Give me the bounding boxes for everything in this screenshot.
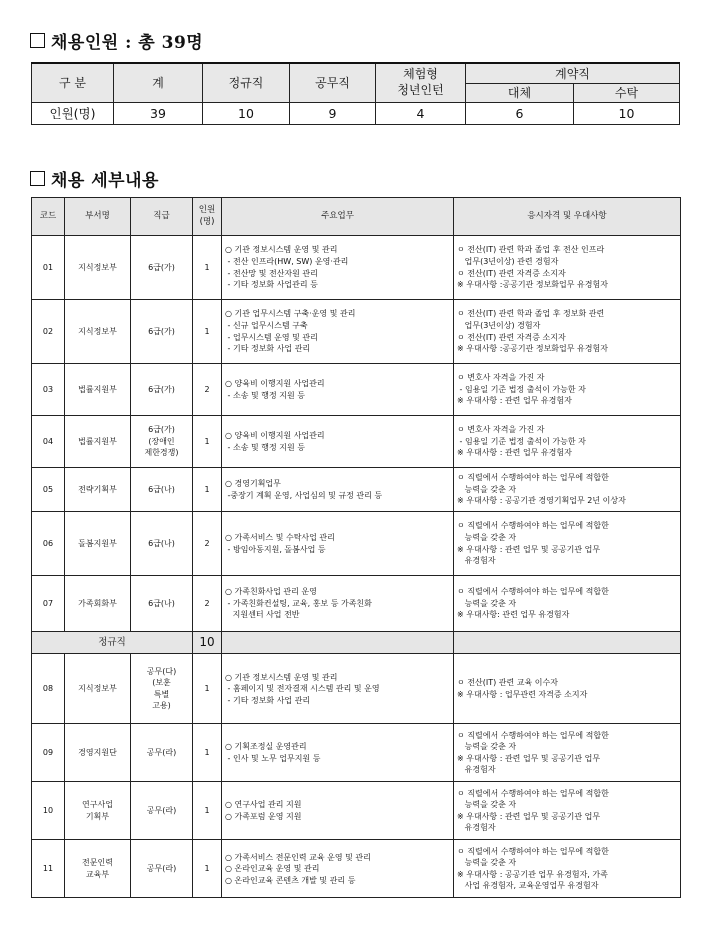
duty-line: ○ 가족친화사업 관리 운영 [225, 587, 317, 597]
duty-line: - 전산망 및 전산자원 관리 [225, 268, 318, 278]
qualification-line: ㅇ 직렬에서 수행하여야 하는 업무에 적합한 [457, 587, 609, 597]
heading-text: 채용인원 : 총 39명 [51, 33, 204, 53]
duty-line: - 가족친화컨설팅, 교육, 홍보 등 가족친화 [225, 598, 372, 608]
qualification-line: ※ 우대사항 : 관련 업무 및 공공기관 업무 [457, 753, 601, 763]
qualification-line: ※ 우대사항 : 공공기관 경영기획업무 2년 이상자 [457, 496, 626, 506]
header-substitute: 대체 [466, 83, 574, 102]
col-count: 인원 (명) [193, 198, 222, 236]
qualification-line: ※ 우대사항 : 관련 업무 및 공공기관 업무 [457, 544, 601, 554]
subtotal-row [32, 632, 681, 654]
qualification-line: 능력을 갖춘 자 [457, 484, 517, 494]
cell-count: 2 [193, 512, 222, 576]
value-total: 39 [114, 102, 203, 124]
value-substitute: 6 [466, 102, 574, 124]
duty-line: ○ 기관 업무시스템 구축·운영 및 관리 [225, 309, 356, 319]
cell-grade: 공무(다) (보훈 특별 고용) [131, 654, 193, 724]
duty-line: ○ 경영기획업무 [225, 478, 281, 488]
row-label: 인원(명) [32, 102, 114, 124]
table-row [32, 236, 681, 300]
table-row [32, 416, 681, 468]
cell-code: 06 [32, 512, 65, 576]
heading-recruitment-count [30, 28, 203, 53]
duty-line: - 업무시스템 운영 및 관리 [225, 332, 318, 342]
cell-count: 2 [193, 576, 222, 632]
duty-line: ○ 기관 정보시스템 운영 및 관리 [225, 245, 338, 255]
qualification-line: 사업 유경험자, 교육운영업무 유경험자 [457, 881, 599, 891]
cell-dept: 전략기획부 [65, 468, 131, 512]
cell-code: 09 [32, 724, 65, 782]
cell-grade: 6급(나) [131, 512, 193, 576]
cell-dept: 가족회화부 [65, 576, 131, 632]
cell-grade: 공무(라) [131, 724, 193, 782]
header-contract: 계약직 [466, 63, 680, 83]
qualification-line: ※ 우대사항 : 업무관련 자격증 소지자 [457, 689, 588, 699]
subtotal-blank [222, 632, 454, 654]
cell-qualification [454, 782, 681, 840]
qualification-line: - 임용일 기준 법정 출석이 가능한 자 [457, 436, 586, 446]
table-row [32, 840, 681, 898]
qualification-line: ㅇ 직렬에서 수행하여야 하는 업무에 적합한 [457, 788, 609, 798]
cell-dept: 돌봄지원부 [65, 512, 131, 576]
subtotal-blank [454, 632, 681, 654]
value-public: 9 [290, 102, 376, 124]
summary-table [31, 62, 680, 125]
qualification-line: ※ 우대사항 : 관련 업무 유경험자 [457, 396, 572, 406]
col-qualification: 응시자격 및 우대사항 [454, 198, 681, 236]
cell-dept: 지식정보부 [65, 236, 131, 300]
qualification-line: ㅇ 변호사 자격을 가진 자 [457, 373, 545, 383]
cell-grade: 6급(가) (장애인 제한경쟁) [131, 416, 193, 468]
header-regular: 정규직 [203, 63, 290, 102]
qualification-line: ※ 우대사항 : 관련 업무 유경험자 [457, 448, 572, 458]
cell-qualification [454, 236, 681, 300]
duty-line: ○ 온라인교육 운영 및 관리 [225, 864, 320, 874]
col-duties: 주요업무 [222, 198, 454, 236]
qualification-line: 업무(3년이상) 경험자 [457, 320, 541, 330]
col-grade: 직급 [131, 198, 193, 236]
cell-qualification [454, 364, 681, 416]
cell-grade: 공무(라) [131, 782, 193, 840]
cell-dept: 법률지원부 [65, 416, 131, 468]
subtotal-label: 정규직 [32, 632, 193, 654]
cell-code: 08 [32, 654, 65, 724]
cell-grade: 6급(나) [131, 468, 193, 512]
duty-line: - 방임아동지원, 돌봄사업 등 [225, 544, 326, 554]
cell-qualification [454, 576, 681, 632]
qualification-line: ㅇ 전산(IT) 관련 학과 졸업 후 전산 인프라 [457, 245, 605, 255]
cell-duties [222, 576, 454, 632]
checkbox-square-icon [30, 33, 45, 48]
cell-code: 05 [32, 468, 65, 512]
cell-dept: 연구사업 기획부 [65, 782, 131, 840]
qualification-line: ㅇ 전산(IT) 관련 학과 졸업 후 정보화 관련 [457, 309, 605, 319]
duty-line: - 기타 정보화 사업 관리 [225, 344, 311, 354]
cell-grade: 6급(나) [131, 576, 193, 632]
duty-line: ○ 연구사업 관리 지원 [225, 800, 302, 810]
duty-line: ○ 기획조정실 운영관리 [225, 742, 307, 752]
header-commission: 수탁 [574, 83, 680, 102]
duty-line: 지원센터 사업 전반 [225, 610, 300, 620]
heading-text: 채용 세부내용 [51, 171, 159, 191]
cell-qualification [454, 468, 681, 512]
cell-count: 1 [193, 724, 222, 782]
duty-line: -중장기 계획 운영, 사업심의 및 규정 관리 등 [225, 490, 383, 500]
qualification-line: ※ 우대사항 : 공공기관 업무 유경험자, 가족 [457, 869, 608, 879]
duty-line: - 기타 정보화 사업 관리 [225, 695, 311, 705]
cell-duties [222, 654, 454, 724]
cell-qualification [454, 840, 681, 898]
cell-code: 01 [32, 236, 65, 300]
qualification-line: ㅇ 변호사 자격을 가진 자 [457, 425, 545, 435]
header-total: 계 [114, 63, 203, 102]
cell-dept: 지식정보부 [65, 300, 131, 364]
cell-code: 07 [32, 576, 65, 632]
qualification-line: 능력을 갖춘 자 [457, 800, 517, 810]
cell-qualification [454, 512, 681, 576]
qualification-line: 능력을 갖춘 자 [457, 532, 517, 542]
duty-line: ○ 양육비 이행지원 사업관리 [225, 378, 325, 388]
qualification-line: ※ 우대사항: 관련 업무 유경험자 [457, 610, 570, 620]
duty-line: - 신규 업무시스템 구축 [225, 320, 308, 330]
cell-duties [222, 468, 454, 512]
cell-code: 11 [32, 840, 65, 898]
qualification-line: 능력을 갖춘 자 [457, 858, 517, 868]
cell-qualification [454, 654, 681, 724]
duty-line: ○ 온라인교육 콘텐츠 개발 및 관리 등 [225, 875, 356, 885]
cell-code: 04 [32, 416, 65, 468]
cell-duties [222, 512, 454, 576]
checkbox-square-icon [30, 171, 45, 186]
cell-duties [222, 364, 454, 416]
qualification-line: ㅇ 전산(IT) 관련 자격증 소지자 [457, 268, 566, 278]
duty-line: - 기타 정보화 사업관리 등 [225, 280, 318, 290]
qualification-line: ※ 우대사항 : 관련 업무 및 공공기관 업무 [457, 811, 601, 821]
qualification-line: 유경험자 [457, 823, 496, 833]
cell-qualification [454, 416, 681, 468]
table-row [32, 782, 681, 840]
cell-count: 2 [193, 364, 222, 416]
cell-duties [222, 840, 454, 898]
header-public: 공무직 [290, 63, 376, 102]
cell-qualification [454, 724, 681, 782]
qualification-line: ㅇ 전산(IT) 관련 교육 이수자 [457, 678, 558, 688]
qualification-line: ㅇ 직렬에서 수행하여야 하는 업무에 적합한 [457, 846, 609, 856]
heading-recruitment-details [30, 166, 159, 191]
cell-dept: 법률지원부 [65, 364, 131, 416]
col-dept: 부서명 [65, 198, 131, 236]
qualification-line: 능력을 갖춘 자 [457, 598, 517, 608]
value-intern: 4 [376, 102, 466, 124]
table-row [32, 468, 681, 512]
table-row [32, 512, 681, 576]
table-row [32, 364, 681, 416]
cell-code: 03 [32, 364, 65, 416]
cell-duties [222, 300, 454, 364]
col-code: 코드 [32, 198, 65, 236]
value-commission: 10 [574, 102, 680, 124]
cell-duties [222, 416, 454, 468]
qualification-line: ※ 우대사항 :공공기관 정보화업무 유경험자 [457, 280, 608, 290]
duty-line: ○ 양육비 이행지원 사업관리 [225, 430, 325, 440]
cell-count: 1 [193, 654, 222, 724]
qualification-line: ㅇ 전산(IT) 관련 자격증 소지자 [457, 332, 566, 342]
qualification-line: ㅇ 직렬에서 수행하여야 하는 업무에 적합한 [457, 473, 609, 483]
header-division: 구 분 [32, 63, 114, 102]
table-row [32, 300, 681, 364]
cell-duties [222, 236, 454, 300]
qualification-line: 능력을 갖춘 자 [457, 742, 517, 752]
cell-code: 02 [32, 300, 65, 364]
duty-line: - 홈페이지 및 전자결재 시스템 관리 및 운영 [225, 684, 380, 694]
cell-count: 1 [193, 236, 222, 300]
qualification-line: ※ 우대사항 :공공기관 정보화업무 유경험자 [457, 344, 608, 354]
detail-table [31, 197, 681, 898]
cell-duties [222, 782, 454, 840]
duty-line: ○ 가족서비스 전문인력 교육 운영 및 관리 [225, 852, 371, 862]
table-row [32, 654, 681, 724]
cell-count: 1 [193, 416, 222, 468]
subtotal-count: 10 [193, 632, 222, 654]
duty-line: - 소송 및 행정 지원 등 [225, 390, 305, 400]
cell-count: 1 [193, 782, 222, 840]
cell-grade: 공무(라) [131, 840, 193, 898]
qualification-line: 업무(3년이상) 관련 경험자 [457, 256, 559, 266]
header-intern: 체험형 청년인턴 [376, 63, 466, 102]
qualification-line: 유경험자 [457, 556, 496, 566]
duty-line: - 소송 및 행정 지원 등 [225, 442, 305, 452]
cell-code: 10 [32, 782, 65, 840]
duty-line: ○ 가족서비스 및 수탁사업 관리 [225, 532, 335, 542]
cell-count: 1 [193, 300, 222, 364]
qualification-line: ㅇ 직렬에서 수행하여야 하는 업무에 적합한 [457, 521, 609, 531]
table-row [32, 724, 681, 782]
cell-qualification [454, 300, 681, 364]
duty-line: - 전산 인프라(HW, SW) 운영·관리 [225, 256, 349, 266]
duty-line: ○ 기관 정보시스템 운영 및 관리 [225, 672, 338, 682]
qualification-line: - 임용일 기준 법정 출석이 가능한 자 [457, 384, 586, 394]
cell-grade: 6급(가) [131, 364, 193, 416]
cell-count: 1 [193, 468, 222, 512]
qualification-line: 유경험자 [457, 765, 496, 775]
cell-dept: 지식정보부 [65, 654, 131, 724]
qualification-line: ㅇ 직렬에서 수행하여야 하는 업무에 적합한 [457, 730, 609, 740]
duty-line: - 인사 및 노무 업무지원 등 [225, 753, 321, 763]
cell-duties [222, 724, 454, 782]
cell-grade: 6급(가) [131, 300, 193, 364]
value-regular: 10 [203, 102, 290, 124]
cell-dept: 경영지원단 [65, 724, 131, 782]
cell-dept: 전문인력 교육부 [65, 840, 131, 898]
cell-count: 1 [193, 840, 222, 898]
duty-line: ○ 가족포럼 운영 지원 [225, 811, 302, 821]
cell-grade: 6급(가) [131, 236, 193, 300]
table-row [32, 576, 681, 632]
